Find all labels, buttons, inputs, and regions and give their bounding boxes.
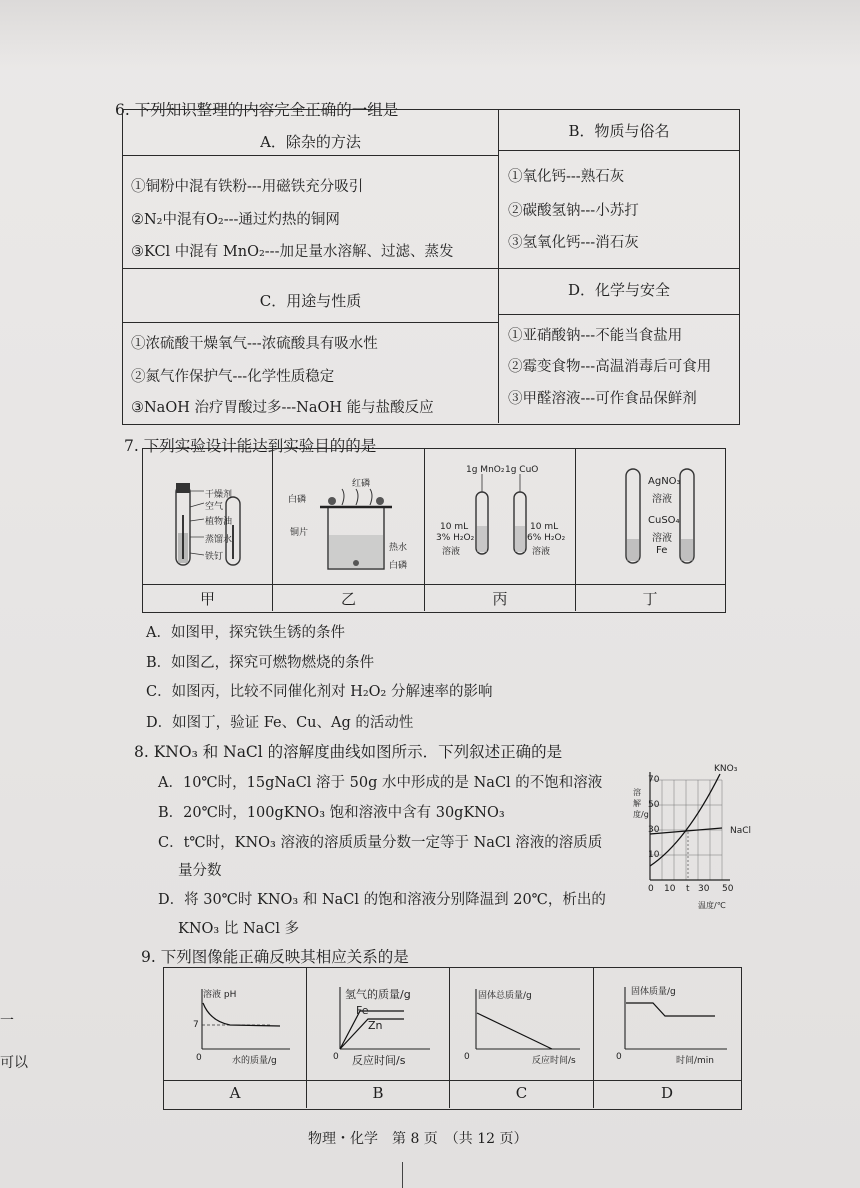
q6-d-head: D．化学与安全 <box>567 281 671 299</box>
margin-fragment: 一 <box>0 1013 14 1029</box>
ding-label: 溶液 <box>652 494 672 505</box>
q6-b-item: ③氢氧化钙---消石灰 <box>508 235 639 251</box>
q6-c-item: ③NaOH 治疗胃酸过多---NaOH 能与盐酸反应 <box>131 400 434 416</box>
graph-xlabel: 温度/℃ <box>698 901 726 910</box>
jia-label: 空气 <box>205 502 224 512</box>
xtick: t <box>686 884 690 894</box>
yi-label: 热水 <box>389 543 408 553</box>
q9-label: A <box>229 1084 241 1102</box>
q8-option-cont: KNO₃ 比 NaCl 多 <box>178 921 300 937</box>
bing-label: 溶液 <box>532 547 551 557</box>
graph-c-origin: 0 <box>464 1052 470 1062</box>
ytick: 30 <box>648 825 660 835</box>
bing-label: 1g MnO₂ <box>466 465 505 475</box>
ytick: 50 <box>648 800 660 810</box>
bing-label: 6% H₂O₂ <box>527 533 566 543</box>
yi-label: 红磷 <box>352 479 371 489</box>
graph-a-origin: 0 <box>196 1053 202 1063</box>
graph-b-xlabel: 反应时间/s <box>352 1054 406 1067</box>
ding-label: 溶液 <box>652 533 672 544</box>
xtick: 50 <box>722 884 734 894</box>
yi-label: 白磷 <box>288 495 307 505</box>
q6-c-head: C．用途与性质 <box>259 292 362 310</box>
q7-panel-label: 丙 <box>492 590 508 608</box>
q9-stem: 9. 下列图像能正确反映其相应关系的是 <box>141 948 409 966</box>
jia-label: 蒸馏水 <box>205 535 233 545</box>
jia-label: 植物油 <box>205 517 233 527</box>
q7-panel-label: 丁 <box>642 590 658 608</box>
q8-option-cont: 量分数 <box>178 863 222 879</box>
jia-label: 干燥剂 <box>205 490 233 500</box>
q8-stem: 8. KNO₃ 和 NaCl 的溶解度曲线如图所示．下列叙述正确的是 <box>134 743 563 761</box>
curve-label-nacl: NaCl <box>730 826 752 836</box>
q8-option: A．10℃时，15gNaCl 溶于 50g 水中形成的是 NaCl 的不饱和溶液 <box>158 775 603 791</box>
graph-c-xlabel: 反应时间/s <box>532 1056 576 1066</box>
bing-label: 1g CuO <box>505 465 539 475</box>
bing-label: 10 mL <box>440 522 469 532</box>
xtick: 0 <box>648 884 654 894</box>
graph-a-mark: 7 <box>193 1020 199 1030</box>
q6-b-item: ②碳酸氢钠---小苏打 <box>508 203 639 219</box>
q8-option: B．20℃时，100gKNO₃ 饱和溶液中含有 30gKNO₃ <box>158 805 505 821</box>
q6-d-item: ③甲醛溶液---可作食品保鲜剂 <box>508 391 697 407</box>
q8-option: D．将 30℃时 KNO₃ 和 NaCl 的饱和溶液分别降温到 20℃，析出的 <box>158 892 606 908</box>
ytick: 70 <box>648 775 660 785</box>
q9-label: C <box>515 1084 528 1102</box>
graph-b-ylabel: 氢气的质量/g <box>345 988 411 1001</box>
q7-option: A．如图甲，探究铁生锈的条件 <box>146 625 345 641</box>
ding-label: Fe <box>656 545 668 556</box>
q7-stem: 7. 下列实验设计能达到实验目的的是 <box>124 437 377 455</box>
q7-panel-label: 甲 <box>199 590 215 608</box>
yi-label: 铜片 <box>290 528 309 538</box>
q6-c-item: ②氮气作保护气---化学性质稳定 <box>131 369 335 385</box>
graph-d-xlabel: 时间/min <box>676 1056 715 1066</box>
margin-fragment: 可以 <box>0 1055 28 1071</box>
q7-option: B．如图乙，探究可燃物燃烧的条件 <box>146 655 375 671</box>
q9-label: B <box>372 1084 384 1102</box>
solubility-graph <box>626 762 756 912</box>
q6-c-item: ①浓硫酸干燥氧气---浓硫酸具有吸水性 <box>131 336 378 352</box>
q6-b-item: ①氧化钙---熟石灰 <box>508 169 625 185</box>
q7-option: D．如图丁，验证 Fe、Cu、Ag 的活动性 <box>146 715 414 731</box>
page-footer: 物理・化学 第 8 页 （共 12 页） <box>308 1131 528 1147</box>
yi-label: 白磷 <box>389 561 408 571</box>
q9-label: D <box>660 1084 674 1102</box>
ding-label: AgNO₃ <box>648 476 681 487</box>
q7-option: C．如图丙，比较不同催化剂对 H₂O₂ 分解速率的影响 <box>146 684 493 700</box>
q6-stem: 6. 下列知识整理的内容完全正确的一组是 <box>115 101 399 119</box>
q9-graph-d <box>615 985 735 1065</box>
jia-label: 铁钉 <box>205 552 224 562</box>
graph-b-series-zn: Zn <box>368 1019 383 1032</box>
q6-b-head: B．物质与俗名 <box>568 122 670 140</box>
q6-d-item: ①亚硝酸钠---不能当食盐用 <box>508 328 683 344</box>
ding-label: CuSO₄ <box>648 515 680 526</box>
q6-d-item: ②霉变食物---高温消毒后可食用 <box>508 359 712 375</box>
q6-a-head: A．除杂的方法 <box>260 133 361 151</box>
graph-d-origin: 0 <box>616 1052 622 1062</box>
curve-label-kno3: KNO₃ <box>714 764 738 774</box>
q8-option: C．t℃时，KNO₃ 溶液的溶质质量分数一定等于 NaCl 溶液的溶质质 <box>158 835 603 851</box>
graph-b-series-fe: Fe <box>356 1004 369 1017</box>
graph-b-origin: 0 <box>333 1052 339 1062</box>
graph-ylabel: 溶解度/g <box>633 788 649 819</box>
xtick: 30 <box>698 884 710 894</box>
q6-a-item: ①铜粉中混有铁粉---用磁铁充分吸引 <box>131 179 364 195</box>
bing-label: 10 mL <box>530 522 559 532</box>
q6-a-item: ③KCl 中混有 MnO₂---加足量水溶解、过滤、蒸发 <box>131 244 454 260</box>
bing-label: 溶液 <box>442 547 461 557</box>
xtick: 10 <box>664 884 676 894</box>
graph-a-xlabel: 水的质量/g <box>232 1056 277 1066</box>
bing-label: 3% H₂O₂ <box>436 533 475 543</box>
q7-panel-label: 乙 <box>340 590 356 608</box>
q6-a-item: ②N₂中混有O₂---通过灼热的铜网 <box>131 212 340 228</box>
graph-d-ylabel: 固体质量/g <box>631 987 676 997</box>
graph-c-ylabel: 固体总质量/g <box>478 991 532 1001</box>
graph-a-ylabel: 溶液 pH <box>203 990 237 1000</box>
ytick: 10 <box>648 850 660 860</box>
